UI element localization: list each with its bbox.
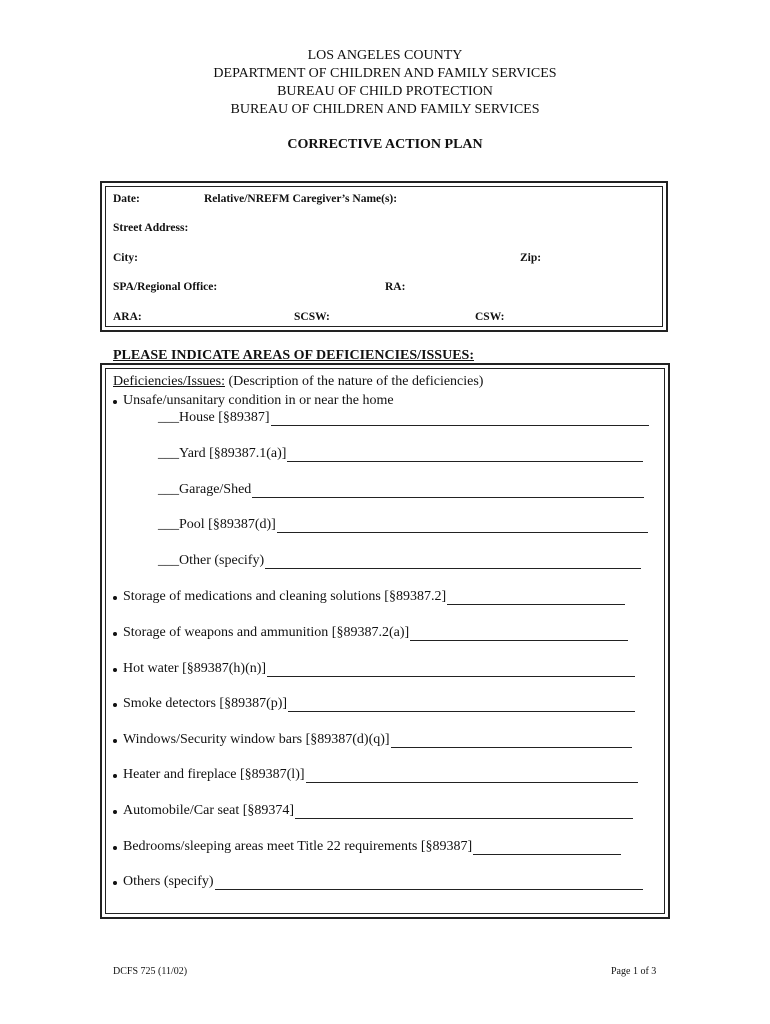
item-heater — [113, 767, 638, 783]
deficiencies-heading — [113, 374, 483, 390]
answer-line[interactable] — [447, 592, 625, 605]
item-smoke-detectors — [113, 696, 635, 712]
answer-line[interactable] — [265, 556, 641, 569]
city-label: City: — [113, 252, 138, 264]
scsw-label: SCSW: — [294, 311, 330, 323]
item-car-seat — [113, 803, 633, 819]
page-number: Page 1 of 3 — [611, 966, 657, 977]
item-label: Storage of weapons and ammunition [§89387.2(a)] — [123, 625, 410, 640]
header-county: LOS ANGELES COUNTY — [307, 48, 463, 63]
sub-item-label: ___Other (specify) — [158, 553, 265, 568]
answer-line[interactable] — [306, 770, 638, 783]
answer-line[interactable] — [288, 699, 635, 712]
answer-line[interactable] — [267, 664, 635, 677]
caregiver-name-label: Relative/NREFM Caregiver’s Name(s): — [204, 193, 398, 205]
item-others — [113, 874, 643, 890]
answer-line[interactable] — [252, 485, 644, 498]
sub-item-label: ___Yard [§89387.1(a)] — [158, 446, 287, 461]
bullet-icon — [113, 596, 117, 600]
item-label: Heater and fireplace [§89387(l)] — [123, 767, 305, 782]
bullet-icon — [113, 668, 117, 672]
street-address-label: Street Address: — [113, 222, 189, 234]
item-medications — [113, 589, 625, 605]
item-label: Bedrooms/sleeping areas meet Title 22 requirements [§89387] — [123, 839, 473, 854]
sub-item-pool — [158, 517, 648, 533]
answer-line[interactable] — [391, 735, 632, 748]
item-weapons — [113, 625, 628, 641]
form-id: DCFS 725 (11/02) — [113, 966, 188, 977]
item-label: Smoke detectors [§89387(p)] — [123, 696, 288, 711]
ra-label: RA: — [385, 281, 406, 293]
sub-item-garage — [158, 482, 644, 498]
date-label: Date: — [113, 193, 140, 205]
sub-item-house — [158, 410, 649, 426]
deficiencies-section-title: PLEASE INDICATE AREAS OF DEFICIENCIES/ISSUES: — [113, 348, 474, 363]
bullet-icon — [113, 703, 117, 707]
header-bureau-protection: BUREAU OF CHILD PROTECTION — [277, 84, 493, 99]
page-title: CORRECTIVE ACTION PLAN — [287, 137, 483, 152]
item-label: Windows/Security window bars [§89387(d)(q)] — [123, 732, 390, 747]
csw-label: CSW: — [475, 311, 505, 323]
zip-label: Zip: — [520, 252, 542, 264]
item-label: Automobile/Car seat [§89374] — [123, 803, 295, 818]
sub-item-label: ___House [§89387] — [158, 410, 270, 425]
bullet-icon — [113, 774, 117, 778]
bullet-icon — [113, 632, 117, 636]
answer-line[interactable] — [410, 628, 628, 641]
unsafe-condition-item — [113, 393, 394, 409]
header-department: DEPARTMENT OF CHILDREN AND FAMILY SERVICES — [213, 66, 557, 81]
bullet-icon — [113, 881, 117, 885]
bullet-icon — [113, 846, 117, 850]
item-label: Hot water [§89387(h)(n)] — [123, 661, 267, 676]
item-label: Storage of medications and cleaning solutions [§89387.2] — [123, 589, 447, 604]
item-label: Others (specify) — [123, 874, 214, 889]
header-bureau-services: BUREAU OF CHILDREN AND FAMILY SERVICES — [230, 102, 540, 117]
answer-line[interactable] — [473, 842, 621, 855]
bullet-icon — [113, 810, 117, 814]
sub-item-label: ___Pool [§89387(d)] — [158, 517, 276, 532]
ara-label: ARA: — [113, 311, 142, 323]
sub-item-yard — [158, 446, 643, 462]
item-hot-water — [113, 661, 635, 677]
spa-regional-office-label: SPA/Regional Office: — [113, 281, 218, 293]
item-windows — [113, 732, 632, 748]
caregiver-info-inner-border — [105, 186, 663, 327]
deficiencies-heading-description: (Description of the nature of the deficiencies) — [224, 374, 484, 389]
bullet-icon — [113, 400, 117, 404]
deficiencies-heading-label: Deficiencies/Issues: — [113, 374, 225, 389]
answer-line[interactable] — [277, 520, 648, 533]
answer-line[interactable] — [271, 413, 649, 426]
item-bedrooms — [113, 839, 621, 855]
answer-line[interactable] — [295, 806, 633, 819]
sub-item-label: ___Garage/Shed — [158, 482, 252, 497]
sub-item-other — [158, 553, 641, 569]
unsafe-condition-label: Unsafe/unsanitary condition in or near the home — [123, 393, 394, 408]
bullet-icon — [113, 739, 117, 743]
answer-line[interactable] — [287, 449, 643, 462]
answer-line[interactable] — [215, 877, 643, 890]
